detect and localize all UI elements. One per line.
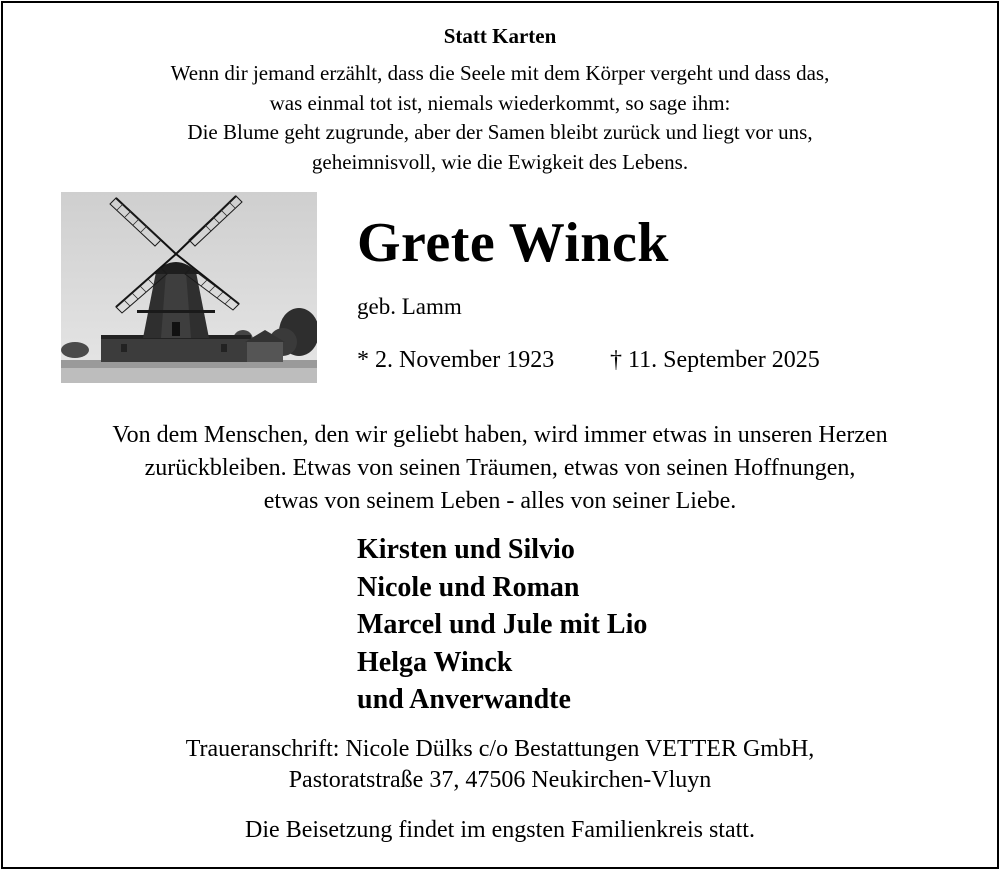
condolence-line: zurückbleiben. Etwas von seinen Träumen, etwas von seinen Hoffnungen, — [144, 455, 856, 481]
address-line: Traueranschrift: Nicole Dülks c/o Bestattungen VETTER GmbH, — [185, 736, 815, 762]
poem-line: Wenn dir jemand erzählt, dass die Seele mit dem Körper vergeht und dass das, — [170, 61, 830, 85]
birth-date: * 2. November 1923 — [357, 347, 555, 373]
mourner-entry: Nicole und Roman — [357, 571, 580, 603]
mourner-entry: und Anverwandte — [357, 684, 571, 715]
mourner-entry: Kirsten und Silvio — [357, 534, 575, 565]
notice-heading: Statt Karten — [443, 24, 557, 48]
poem-line: Die Blume geht zugrunde, aber der Samen bleibt zurück und liegt vor uns, — [187, 120, 813, 144]
maiden-name: geb. Lamm — [357, 294, 462, 319]
condolence-line: etwas von seinem Leben - alles von seiner Liebe. — [263, 488, 737, 514]
mourners-list — [357, 531, 647, 719]
address-line: Pastoratstraße 37, 47506 Neukirchen-Vluyn — [288, 767, 712, 793]
poem-line: was einmal tot ist, niemals wiederkommt, so sage ihm: — [269, 90, 731, 115]
death-date: † 11. September 2025 — [610, 347, 820, 373]
burial-note: Die Beisetzung findet im engsten Familienkreis statt. — [245, 817, 755, 843]
condolence-line: Von dem Menschen, den wir geliebt haben, wird immer etwas in unseren Herzen — [112, 422, 888, 448]
mourning-address — [0, 734, 1000, 796]
poem — [0, 59, 1000, 177]
windmill-photo — [61, 192, 317, 383]
mourner-entry: Helga Winck — [357, 646, 513, 678]
deceased-name: Grete Winck — [357, 212, 669, 274]
poem-line: geheimnisvoll, wie die Ewigkeit des Lebens. — [311, 149, 689, 174]
condolence-text — [0, 419, 1000, 518]
mourner-entry: Marcel und Jule mit Lio — [357, 609, 648, 640]
